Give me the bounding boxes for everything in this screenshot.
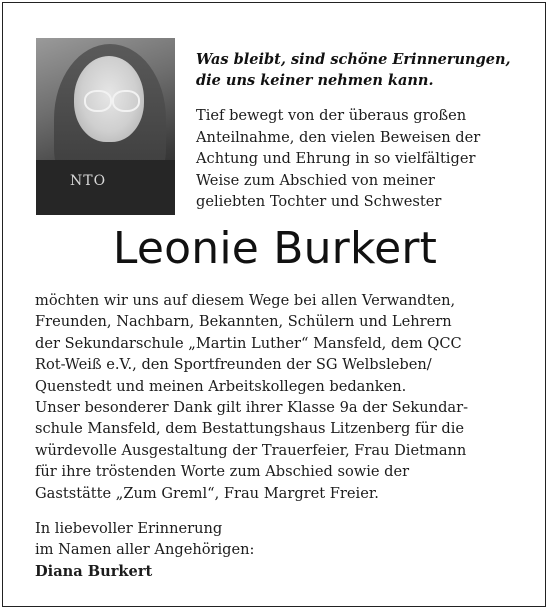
obituary-notice — [2, 2, 546, 607]
closing-line: In liebevoller Erinnerung — [35, 520, 223, 537]
intro-line: Weise zum Abschied von meiner — [196, 171, 435, 189]
body-line: Freunden, Nachbarn, Bekannten, Schülern und Lehrern — [35, 313, 452, 331]
closing-signature — [35, 518, 435, 582]
intro-line: geliebten Tochter und Schwester — [196, 193, 442, 211]
body-line: Quenstedt und meinen Arbeitskollegen bedanken. — [35, 377, 407, 395]
body-line: würdevolle Ausgestaltung der Trauerfeier, Frau Dietmann — [35, 441, 467, 459]
verse-line: die uns keiner nehmen kann. — [196, 72, 434, 89]
verse-line: Was bleibt, sind schöne Erinnerungen, — [196, 51, 511, 68]
intro-line: Tief bewegt von der überaus großen — [196, 107, 467, 124]
portrait-photo — [36, 38, 175, 215]
body-line: möchten wir uns auf diesem Wege bei allen Verwandten, — [35, 292, 456, 309]
body-line: für ihre tröstenden Worte zum Abschied sowie der — [35, 463, 410, 481]
body-line: Unser besonderer Dank gilt ihrer Klasse 9a der Sekundar- — [35, 399, 469, 417]
shirt-print-text: NTO — [70, 173, 107, 189]
body-line: Gaststätte „Zum Greml“, Frau Margret Freier. — [35, 484, 379, 502]
signer-name: Diana Burkert — [35, 562, 153, 580]
thanks-paragraph — [35, 290, 525, 504]
body-line: Rot-Weiß e.V., den Sportfreunden der SG Welbsleben/ — [35, 356, 432, 374]
body-line: der Sekundarschule „Martin Luther“ Mansfeld, dem QCC — [35, 334, 462, 352]
body-line: schule Mansfeld, dem Bestattungshaus Litzenberg für die — [35, 420, 465, 438]
memorial-verse — [196, 49, 536, 91]
deceased-name: Leonie Burkert — [112, 223, 438, 274]
intro-line: Anteilnahme, den vielen Beweisen der — [196, 128, 481, 146]
intro-paragraph — [196, 105, 541, 213]
intro-line: Achtung und Ehrung in so vielfältiger — [196, 150, 476, 168]
glasses-left-lens — [84, 90, 112, 112]
closing-line: im Namen aller Angehörigen: — [35, 541, 255, 559]
glasses-right-lens — [112, 90, 140, 112]
